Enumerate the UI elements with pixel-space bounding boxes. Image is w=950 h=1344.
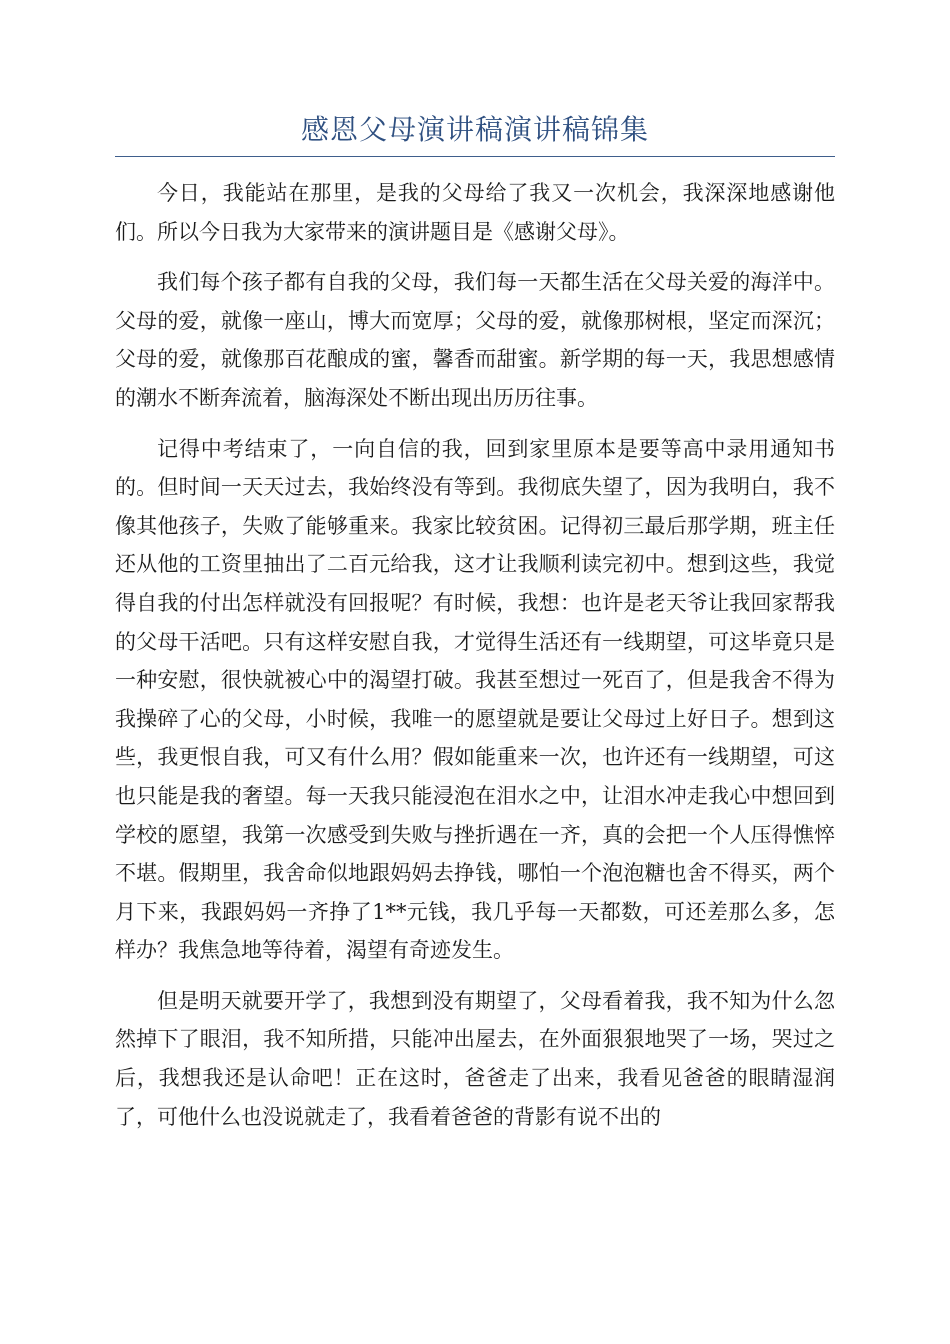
paragraph-1: 今日，我能站在那里，是我的父母给了我又一次机会，我深深地感谢他们。所以今日我为大家带来的演讲题目是《感谢父母》。 bbox=[115, 181, 835, 244]
paragraph-2: 我们每个孩子都有自我的父母，我们每一天都生活在父母关爱的海洋中。父母的爱，就像一座山，博大而宽厚；父母的爱，就像那树根，坚定而深沉；父母的爱，就像那百花酿成的蜜，馨香而甜蜜。新学期的每一天，我思想感情的潮水不断奔流着，脑海深处不断出现出历历往事。 bbox=[115, 270, 835, 410]
document-body bbox=[115, 174, 835, 1148]
paragraph-4: 但是明天就要开学了，我想到没有期望了，父母看着我，我不知为什么忽然掉下了眼泪，我不知所措，只能冲出屋去，在外面狠狠地哭了一场，哭过之后，我想我还是认命吧！正在这时，爸爸走了出来，我看见爸爸的眼睛湿润了，可他什么也没说就走了，我看着爸爸的背影有说不出的 bbox=[115, 988, 835, 1129]
paragraph-3: 记得中考结束了，一向自信的我，回到家里原本是要等高中录用通知书的。但时间一天天过去，我始终没有等到。我彻底失望了，因为我明白，我不像其他孩子，失败了能够重来。我家比较贫困。记得初三最后那学期，班主任还从他的工资里抽出了二百元给我，这才让我顺利读完初中。想到这些，我觉得自我的付出怎样就没有回报呢？有时候，我想：也许是老天爷让我回家帮我的父母干活吧。只有这样安慰自我，才觉得生活还有一线期望，可这毕竟只是一种安慰，很快就被心中的渴望打破。我甚至想过一死百了，但是我舍不得为我操碎了心的父母，小时候，我唯一的愿望就是要让父母过上好日子。想到这些，我更恨自我，可又有什么用？假如能重来一次，也许还有一线期望，可这也只能是我的奢望。每一天我只能浸泡在泪水之中，让泪水冲走我心中想回到学校的愿望，我第一次感受到失败与挫折遇在一齐，真的会把一个人压得憔悴不堪。假期里，我舍命似地跟妈妈去挣钱，哪怕一个泡泡糖也舍不得买，两个月下来，我跟妈妈一齐挣了1**元钱，我几乎每一天都数，可还差那么多，怎样办？我焦急地等待着，渴望有奇迹发生。 bbox=[115, 436, 835, 963]
title-block bbox=[115, 108, 835, 157]
document-title: 感恩父母演讲稿演讲稿锦集 bbox=[300, 113, 649, 146]
